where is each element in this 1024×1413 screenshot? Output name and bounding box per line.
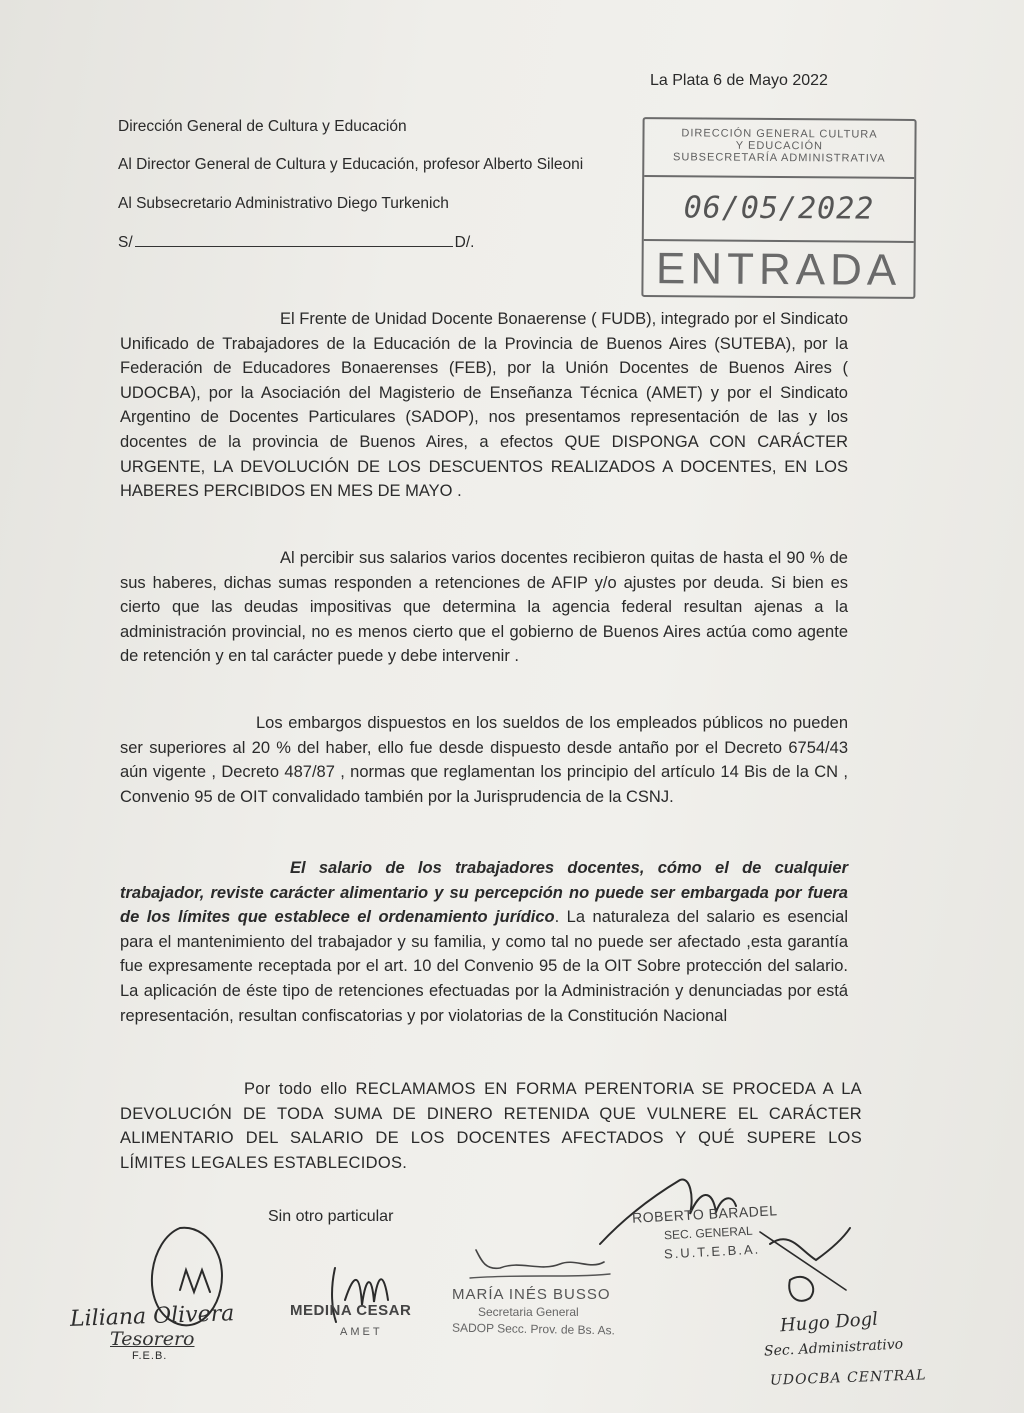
stamp-label: ENTRADA [655,244,902,295]
signer-org: S.U.T.E.B.A. [663,1241,761,1262]
body-paragraph [120,856,848,1028]
stamp-header-line: Y EDUCACIÓN [735,139,824,153]
paragraph-text: Por todo ello RECLAMAMOS EN FORMA PERENTORIA SE PROCEDA A LA DEVOLUCIÓN DE TODA SUMA DE DINERO RETENIDA QUE VULNERE EL CARÁCTER ALIMENTARIO DEL SALARIO DE LOS DOCENTES AFECTADOS Y QUÉ SUPERE LOS LÍMITES LEGALES ESTABLECIDOS. [120,1080,862,1172]
paragraph-text: Al percibir sus salarios varios docentes recibieron quitas de hasta el 90 % de sus haberes, dichas sumas responden a retenciones de AFIP y/o ajustes por deuda. Si bien es cierto que las deudas impositivas que determina la agencia federal resultan ajenas a la administración provincial, no es menos cierto que el gobierno de Buenos Aires actúa como agente de retención y en tal carácter puede y debe intervenir . [120,549,848,666]
salutation-line [118,232,498,252]
paragraph-text: . La naturaleza del salario es esencial para el mantenimiento del trabajador y su familia, y como tal no puede ser afectado ,esta garantía fue expresamente receptada por el art. 10 del Convenio 95 de la OIT Sobre protección del salario. La aplicación de éste tipo de retenciones efectuadas por la Administración y denunciadas por está representación, resultan confiscatorias y por violatorias de la Constitución Nacional [120,908,848,1025]
paragraph-text: El Frente de Unidad Docente Bonaerense ( FUDB), integrado por el Sindicato Unificado de Trabajadores de la Educación de la Provincia de Buenos Aires (SUTEBA), por la Federación de Educadores Bonaerenses (FEB), por la Unión Docentes de Buenos Aires ( UDOCBA), por la Asociación del Magisterio de Enseñanza Técnica (AMET) y por el Sindicato Argentino de Docentes Particulares (SADOP), nos presentamos representación de las y los docentes de la provincia de Buenos Aires, a efectos QUE DISPONGA CON CARÁCTER URGENTE, LA DEVOLUCIÓN DE LOS DESCUENTOS REALIZADOS A DOCENTES, EN LOS HABERES PERCIBIDOS EN MES DE MAYO . [120,310,848,501]
signer-name: Liliana Olivera [69,1301,235,1332]
signer-name: ROBERTO BARADEL [631,1202,778,1226]
signer-org: SADOP Secc. Prov. de Bs. As. [451,1320,616,1338]
date-line: La Plata 6 de Mayo 2022 [650,72,828,89]
emphasis-text: El salario de los trabajadores docentes, cómo el de cualquier trabajador, reviste carácter alimentario y su percepción no puede ser embargada por fuera de los límites que establece el ordenamiento jurídico [120,859,848,927]
signer-name: MEDINA CESAR [290,1302,412,1319]
body-paragraph [120,711,848,809]
recipient-line: Al Subsecretario Administrativo Diego Turkenich [118,195,449,212]
body-paragraph [120,546,848,669]
body-paragraph [120,307,848,504]
paragraph-text: Los embargos dispuestos en los sueldos de los empleados públicos no pueden ser superiores al 20 % del haber, ello fue desde dispuesto desde antaño por el Decreto 6754/43 aún vigente , Decreto 487/87 , normas que reglamentan los principio del artículo 14 Bis de la CN , Convenio 95 de OIT convalidado también por la Jurisprudencia de la CSNJ. [120,714,848,806]
signer-org: AMET [340,1326,383,1338]
stamp-date: 06/05/2022 [644,177,914,243]
salutation-end: D/. [454,234,475,251]
salutation-start: S/ [118,234,133,251]
closing-line: Sin otro particular [268,1208,394,1225]
signer-title: Secretaria General [478,1305,579,1319]
stamp-header-line: DIRECCIÓN GENERAL CULTURA [681,127,878,141]
signer-title: Tesorero [110,1328,195,1350]
stamp-header-line: SUBSECRETARÍA ADMINISTRATIVA [673,151,886,165]
recipient-line: Dirección General de Cultura y Educación [118,118,407,135]
signer-name: MARÍA INÉS BUSSO [452,1286,611,1303]
reception-stamp [641,117,916,299]
recipient-line: Al Director General de Cultura y Educación, profesor Alberto Sileoni [118,156,584,173]
stamp-header [644,119,914,179]
signer-title: Sec. Administrativo [763,1336,904,1360]
signer-name: Hugo Dogl [779,1308,879,1337]
signer-org: F.E.B. [132,1350,168,1362]
body-paragraph [120,1077,862,1175]
blank-rule [135,232,453,247]
signer-title: SEC. GENERAL [663,1223,754,1243]
signer-org: UDOCBA CENTRAL [769,1367,927,1389]
